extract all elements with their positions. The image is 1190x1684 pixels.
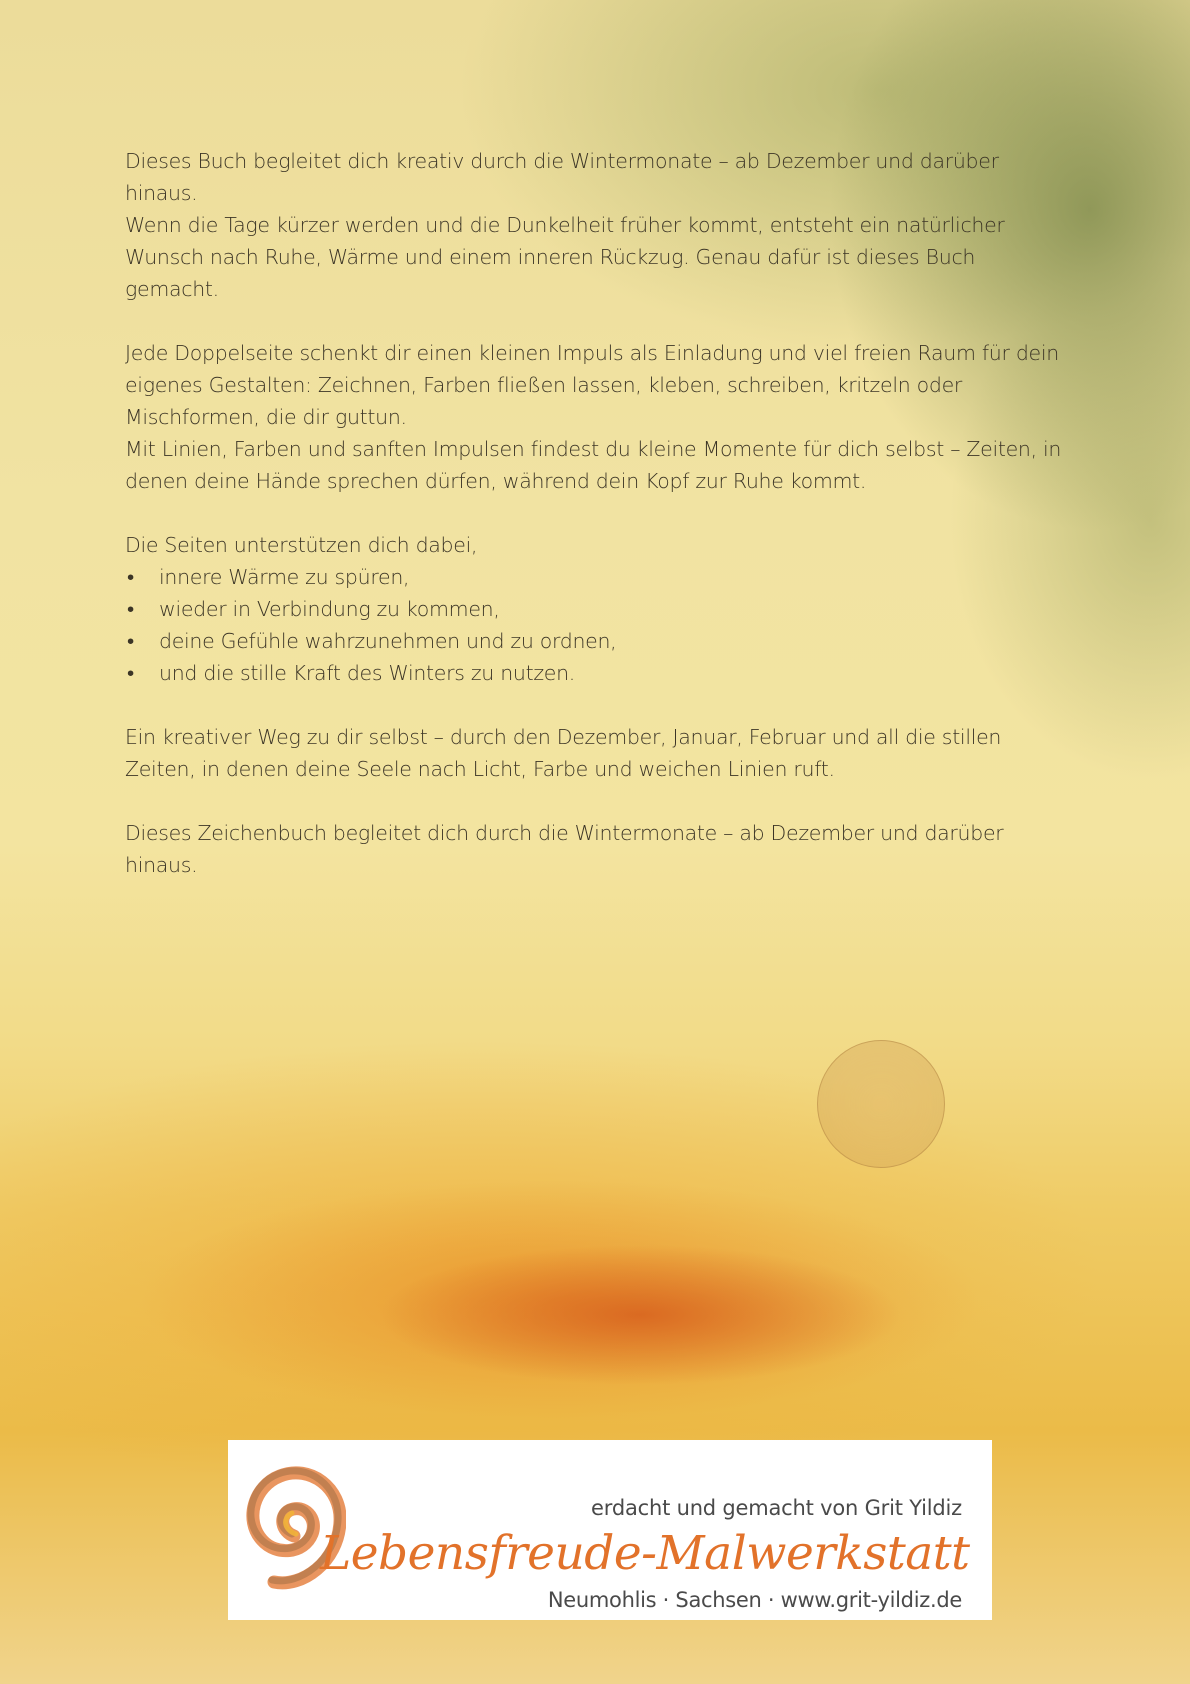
- bullet-icon: •: [127, 629, 134, 653]
- paragraph-closing: Dieses Zeichenbuch begleitet dich durch die Wintermonate – ab Dezember und darüber hinaus.: [125, 821, 1004, 877]
- bullet-icon: •: [127, 661, 134, 685]
- sun-circle: [817, 1040, 945, 1168]
- list-item: [125, 625, 1075, 657]
- location-website: Neumohlis · Sachsen · www.grit-yildiz.de: [547, 1588, 962, 1612]
- brand-name: Lebensfreude-Malwerkstatt: [320, 1526, 970, 1581]
- publisher-logo-box: [228, 1440, 992, 1620]
- benefit-list: [125, 561, 1075, 689]
- list-item-text: wieder in Verbindung zu kommen,: [159, 597, 500, 621]
- bullet-icon: •: [127, 597, 134, 621]
- list-item-text: deine Gefühle wahrzunehmen und zu ordnen,: [159, 629, 617, 653]
- paragraph-creative-path: Ein kreativer Weg zu dir selbst – durch den Dezember, Januar, Februar und all die stillen Zeiten, in denen deine Seele nach Licht, Farbe und weichen Linien ruft.: [125, 725, 1002, 781]
- list-item: [125, 593, 1075, 625]
- paragraph-impulse-2: Mit Linien, Farben und sanften Impulsen findest du kleine Momente für dich selbst – Zeiten, in denen deine Hände sprechen dürfen, während dein Kopf zur Ruhe kommt.: [125, 437, 1062, 493]
- list-item: [125, 561, 1075, 593]
- paragraph-intro-1: Dieses Buch begleitet dich kreativ durch die Wintermonate – ab Dezember und darüber hinaus.: [125, 149, 999, 205]
- bullet-icon: •: [127, 565, 134, 589]
- author-tagline: erdacht und gemacht von Grit Yildiz: [591, 1496, 962, 1520]
- paragraph-intro-2: Wenn die Tage kürzer werden und die Dunkelheit früher kommt, entsteht ein natürlicher Wunsch nach Ruhe, Wärme und einem inneren Rückzug. Genau dafür ist dieses Buch gemacht.: [125, 213, 1005, 301]
- list-item-text: innere Wärme zu spüren,: [159, 565, 410, 589]
- list-item: [125, 657, 1075, 689]
- paragraph-impulse-1: Jede Doppelseite schenkt dir einen kleinen Impuls als Einladung und viel freien Raum für dein eigenes Gestalten: Zeichnen, Farben fließen lassen, kleben, schreiben, kritzeln oder Mischformen, die dir guttun.: [125, 341, 1059, 429]
- list-item-text: und die stille Kraft des Winters zu nutzen.: [159, 661, 576, 685]
- description-text: [125, 145, 1075, 881]
- list-intro: Die Seiten unterstützen dich dabei,: [125, 533, 478, 557]
